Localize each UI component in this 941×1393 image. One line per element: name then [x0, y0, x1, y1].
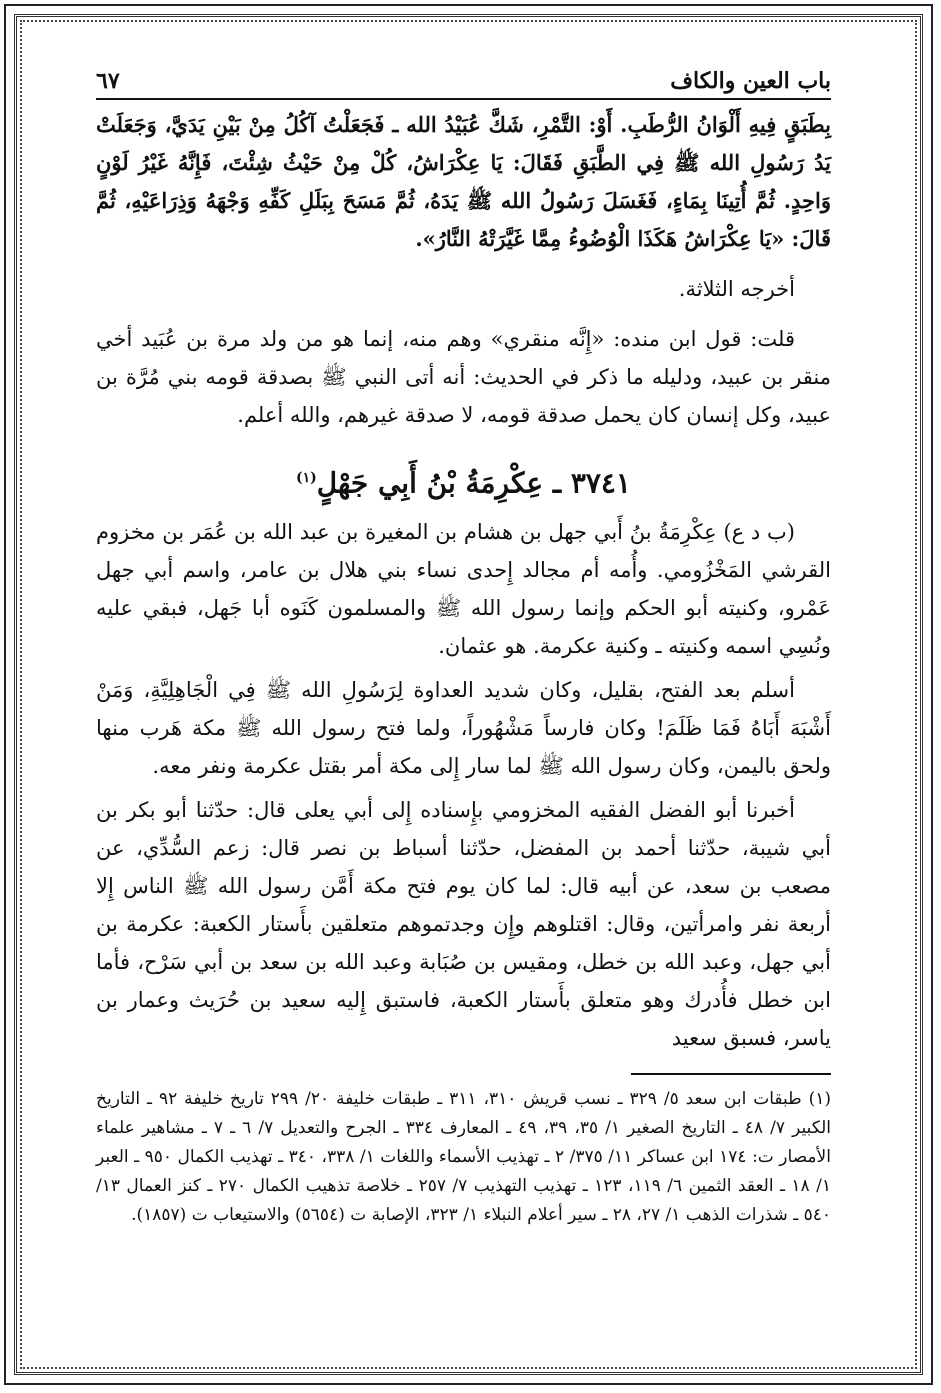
page-content — [96, 66, 831, 1336]
entry-paragraph-lineage: (ب د ع) عِكْرِمَةُ بنُ أَبي جهل بن هشام بن المغيرة بن عبد الله بن عُمَر بن مخزوم القرشي المَخْزُومي. وأُمه أم مجالد إِحدى نساء بني هلال بن عامر، واسم أبي جهل عَمْرو، وكنيته أبو الحكم وإنما رسول الله ﷺ والمسلمون كَنَوه أبا جَهل، فبقي عليه ونُسِي اسمه وكنيته ـ وكنية عكرمة. هو عثمان. — [96, 520, 831, 659]
entry-paragraph-narration: أخبرنا أبو الفضل الفقيه المخزومي بإِسناده إِلى أبي يعلى قال: حدّثنا أبو بكر بن أبي شيبة، حدّثنا أحمد بن المفضل، حدّثنا أسباط بن نصر قال: زعم السُّدِّي، عن مصعب بن سعد، عن أبيه قال: لما كان يوم فتح مكة أَمَّن رسول الله ﷺ الناس إِلا أربعة نفر وامرأتين، وقال: اقتلوهم وإِن وجدتموهم متعلقين بأَستار الكعبة: عكرمة بن أبي جهل، وعبد الله بن خطل، ومقيس بن صُبَابة وعبد الله بن سعد بن أبي سَرْح، فأما ابن خطل فأُدرك وهو متعلق بأَستار الكعبة، فاستبق إِليه سعيد بن حُرَيث وعمار بن ياسر، فسبق سعيد — [96, 798, 831, 1051]
entry-heading — [96, 456, 831, 505]
running-header — [96, 66, 831, 100]
takhrij-note: أخرجه الثلاثة. — [678, 277, 795, 301]
author-comment: قلت: قول ابن منده: «إِنَّه منقري» وهم منه، إنما هو من ولد مرة بن عُبَيد أخي منقر بن عبيد، ودليله ما ذكر في الحديث: أنه أتى النبي ﷺ بصدقة قومه بني مُرَّة بن عبيد، وكل إنسان كان يحمل صدقة قومه، لا صدقة غيرهم، والله أعلم. — [96, 327, 831, 427]
footnote-mark: (١) — [296, 470, 317, 486]
footnote-text: (١) طبقات ابن سعد ٥/ ٣٢٩ ـ نسب قريش ٣١٠، ٣١١ ـ طبقات خليفة ٢٠/ ٢٩٩ تاريخ خليفة ٩٢ ـ التاريخ الكبير ٧/ ٤٨ ـ التاريخ الصغير ١/ ٣٥، ٣٩، ٤٩ ـ المعارف ٣٣٤ ـ الجرح والتعديل ٧/ ٦ ـ ٧ ـ مشاهير علماء الأمصار ت: ١٧٤ ابن عساكر ١١/ ٣٧٥/ ٢ ـ تهذيب الأسماء واللغات ١/ ٣٣٨، ٣٤٠ ـ تهذيب الكمال ٩٥٠ ـ العبر ١/ ١٨ ـ العقد الثمين ٦/ ١١٩، ١٢٣ ـ تهذيب التهذيب ٧/ ٢٥٧ ـ خلاصة تذهيب الكمال ٢٧٠ ـ كنز العمال ١٣/ ٥٤٠ ـ شذرات الذهب ١/ ٢٧، ٢٨ ـ سير أعلام النبلاء ١/ ٣٢٣، الإصابة ت (٥٦٥٤) والاستيعاب ت (١٨٥٧). — [96, 1089, 831, 1226]
entry-paragraph-conversion: أسلم بعد الفتح، بقليل، وكان شديد العداوة لِرَسُولِ الله ﷺ فِي الْجَاهِلِيَّةِ، وَمَنْ أَشْبَهَ أَبَاهُ فَمَا ظَلَمَ! وكان فارساً مَشْهُوراً، ولما فتح رسول الله ﷺ مكة هَرب منها ولحق باليمن، وكان رسول الله ﷺ لما سار إِلى مكة أمر بقتل عكرمة ونفر معه. — [96, 678, 831, 779]
hadith-text: بِطَبَقٍ فِيهِ أَلْوَانُ الرُّطَبِ. أَوْ: التَّمْرِ، شَكَّ عُبَيْدُ الله ـ فَجَعَلْتُ آكُلُ مِنْ بَيْنِ يَدَيَّ، وَجَعَلَتْ يَدُ رَسُولِ الله ﷺ فِي الطَّبَقِ فَقَالَ: يَا عِكْرَاشُ، كُلْ مِنْ حَيْثُ شِئْتَ، فَإِنَّهُ غَيْرُ لَوْنٍ وَاحِدٍ. ثُمَّ أُتِينَا بِمَاءٍ، فَغَسَلَ رَسُولُ الله ﷺ يَدَهُ، ثُمَّ مَسَحَ بِبَلَلِ كَفِّهِ وَجْهَهُ وَذِرَاعَيْهِ، ثُمَّ قَالَ: «يَا عِكْرَاشُ هَكَذَا الْوُضُوءُ مِمَّا غَيَّرَتْهُ النَّارُ». — [96, 112, 831, 251]
page-number: ٦٧ — [96, 68, 120, 94]
entry-title: ٣٧٤١ ـ عِكْرِمَةُ بْنُ أَبِي جَهْلٍ — [316, 466, 631, 500]
footnote-separator — [631, 1073, 831, 1075]
chapter-title: باب العين والكاف — [670, 68, 831, 94]
